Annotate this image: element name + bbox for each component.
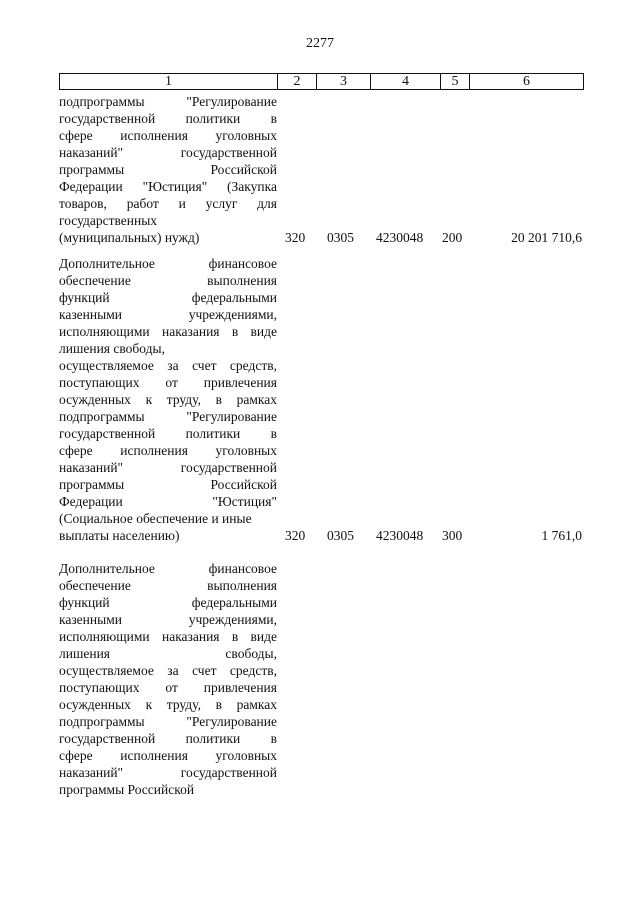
description-line: поступающих от привлечения <box>59 680 277 695</box>
description-line: программы Российской <box>59 162 277 177</box>
rz-pr-cell: 0305 <box>327 230 354 245</box>
description-line: сфере исполнения уголовных <box>59 443 277 458</box>
description-line: осужденных к труду, в рамках <box>59 697 277 712</box>
description-line: государственных <box>59 213 158 228</box>
description-line: лишения свободы, <box>59 341 165 356</box>
amount-cell: 1 761,0 <box>541 528 582 543</box>
description-line: исполняющими наказания в виде <box>59 629 277 644</box>
header-cell-1: 1 <box>60 74 278 89</box>
row-description <box>59 255 277 544</box>
description-line: программы Российской <box>59 782 195 797</box>
rz-pr-cell: 0305 <box>327 528 354 543</box>
description-line: осужденных к труду, в рамках <box>59 392 277 407</box>
description-line: подпрограммы "Регулирование <box>59 94 277 109</box>
description-line: осуществляемое за счет средств, <box>59 358 277 373</box>
grbs-cell: 320 <box>285 230 306 245</box>
description-line: обеспечение выполнения <box>59 578 277 593</box>
description-line: поступающих от привлечения <box>59 375 277 390</box>
description-line: государственной политики в <box>59 426 277 441</box>
header-cell-3: 3 <box>317 74 371 89</box>
header-cell-6: 6 <box>523 74 530 89</box>
description-line: подпрограммы "Регулирование <box>59 409 277 424</box>
header-cell-2: 2 <box>278 74 317 89</box>
description-line: лишения свободы, <box>59 646 277 661</box>
description-line: (Социальное обеспечение и иные <box>59 511 252 526</box>
description-line: Дополнительное финансовое <box>59 256 277 271</box>
description-line: казенными учреждениями, <box>59 307 277 322</box>
grbs-cell: 320 <box>285 528 306 543</box>
description-line: Дополнительное финансовое <box>59 561 277 576</box>
description-line: подпрограммы "Регулирование <box>59 714 277 729</box>
description-line: выплаты населению) <box>59 528 180 543</box>
description-line: сфере исполнения уголовных <box>59 128 277 143</box>
description-line: функций федеральными <box>59 290 277 305</box>
description-line: казенными учреждениями, <box>59 612 277 627</box>
description-line: наказаний" государственной <box>59 765 277 780</box>
vr-cell: 200 <box>442 230 463 245</box>
csr-cell: 4230048 <box>376 528 424 543</box>
description-line: (муниципальных) нужд) <box>59 230 200 245</box>
header-cell-5: 5 <box>441 74 470 89</box>
description-line: государственной политики в <box>59 111 277 126</box>
description-line: исполняющими наказания в виде <box>59 324 277 339</box>
row-description <box>59 560 277 798</box>
row-description <box>59 93 277 246</box>
description-line: функций федеральными <box>59 595 277 610</box>
table-header <box>59 73 584 90</box>
description-line: обеспечение выполнения <box>59 273 277 288</box>
description-line: осуществляемое за счет средств, <box>59 663 277 678</box>
amount-cell: 20 201 710,6 <box>511 230 582 245</box>
description-line: наказаний" государственной <box>59 460 277 475</box>
csr-cell: 4230048 <box>376 230 424 245</box>
description-line: Федерации "Юстиция" <box>59 494 277 509</box>
description-line: программы Российской <box>59 477 277 492</box>
description-line: наказаний" государственной <box>59 145 277 160</box>
header-cell-4: 4 <box>371 74 441 89</box>
page-number: 2277 <box>306 36 334 51</box>
description-line: товаров, работ и услуг для <box>59 196 277 211</box>
description-line: государственной политики в <box>59 731 277 746</box>
description-line: сфере исполнения уголовных <box>59 748 277 763</box>
vr-cell: 300 <box>442 528 463 543</box>
description-line: Федерации "Юстиция" (Закупка <box>59 179 277 194</box>
